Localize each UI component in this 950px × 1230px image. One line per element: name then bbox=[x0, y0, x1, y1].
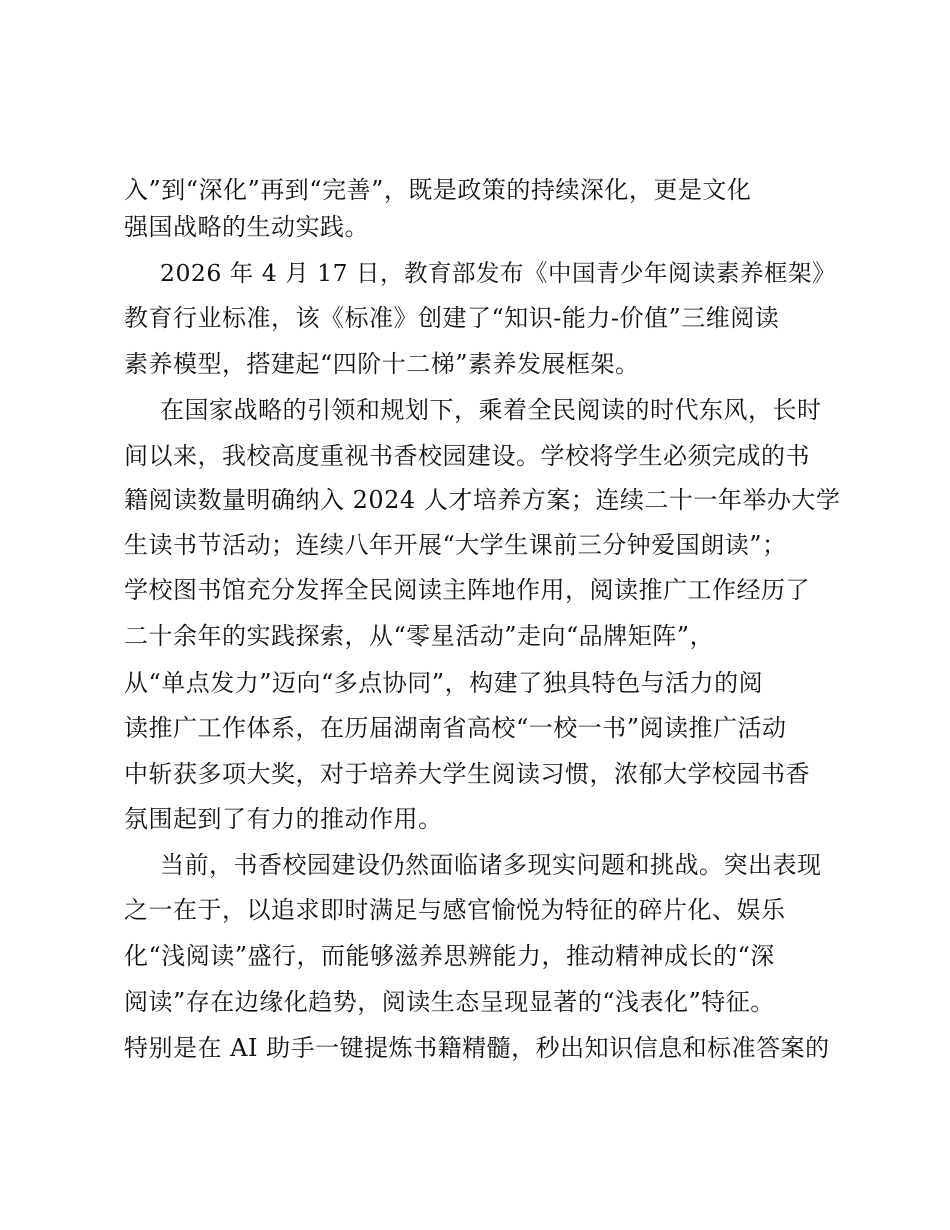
text-line-19: 阅读”存在边缘化趋势，阅读生态呈现显著的“浅表化”特征。 bbox=[124, 988, 775, 1016]
text-line-6: 在国家战略的引领和规划下，乘着全民阅读的时代东风，长时 bbox=[160, 396, 822, 424]
text-line-20: 特别是在 AI 助手一键提炼书籍精髓，秒出知识信息和标准答案的 bbox=[124, 1034, 830, 1062]
text-line-7: 间以来，我校高度重视书香校园建设。学校将学生必须完成的书 bbox=[124, 442, 810, 470]
text-line-14: 中斩获多项大奖，对于培养大学生阅读习惯，浓郁大学校园书香 bbox=[124, 760, 810, 788]
text-line-17: 之一在于，以追求即时满足与感官愉悦为特征的碎片化、娱乐 bbox=[124, 896, 786, 924]
text-line-8: 籍阅读数量明确纳入 2024 人才培养方案；连续二十一年举办大学 bbox=[124, 486, 841, 514]
text-line-5: 素养模型，搭建起“四阶十二梯”素养发展框架。 bbox=[124, 350, 640, 378]
text-line-2: 强国战略的生动实践。 bbox=[124, 213, 369, 241]
text-line-15: 氛围起到了有力的推动作用。 bbox=[124, 805, 443, 833]
text-line-16: 当前，书香校园建设仍然面临诸多现实问题和挑战。突出表现 bbox=[160, 851, 822, 879]
text-line-9: 生读书节活动；连续八年开展“大学生课前三分钟爱国朗读”； bbox=[124, 531, 787, 559]
text-line-3: 2026 年 4 月 17 日，教育部发布《中国青少年阅读素养框架》 bbox=[160, 259, 837, 287]
text-line-18: 化“浅阅读”盛行，而能够滋养思辨能力，推动精神成长的“深 bbox=[124, 942, 775, 970]
text-line-11: 二十余年的实践探索，从“零星活动”走向“品牌矩阵”， bbox=[124, 622, 715, 650]
text-line-10: 学校图书馆充分发挥全民阅读主阵地作用，阅读推广工作经历了 bbox=[124, 576, 810, 604]
text-line-1: 入”到“深化”再到“完善”，既是政策的持续深化，更是文化 bbox=[124, 176, 752, 204]
text-line-13: 读推广工作体系，在历届湖南省高校“一校一书”阅读推广活动 bbox=[124, 714, 787, 742]
text-line-4: 教育行业标准，该《标准》创建了“知识-能力-价值”三维阅读 bbox=[124, 304, 780, 332]
text-line-12: 从“单点发力”迈向“多点协同”，构建了独具特色与活力的阅 bbox=[124, 669, 764, 697]
